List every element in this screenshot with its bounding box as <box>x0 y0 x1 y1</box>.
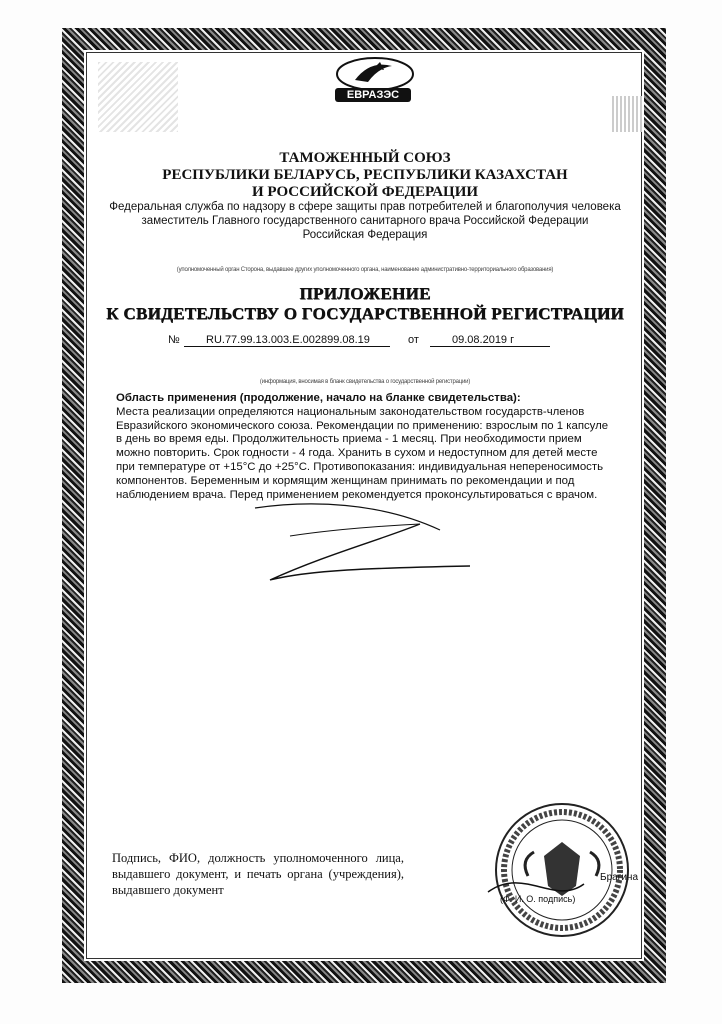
registration-number-prefix: № <box>168 334 180 346</box>
header-republics: РЕСПУБЛИКИ БЕЛАРУСЬ, РЕСПУБЛИКИ КАЗАХСТАН <box>162 167 568 183</box>
official-seal-icon <box>484 796 634 942</box>
corner-mark <box>612 96 644 132</box>
authority-line-2: заместитель Главного государственного санитарного врача Российской Федерации <box>141 215 589 227</box>
registration-number <box>184 334 390 347</box>
registration-date-prefix: от <box>408 334 419 346</box>
registration-caption: (информация, вносимая в бланк свидетельства о государственной регистрации) <box>259 379 471 385</box>
hologram-mark <box>98 62 178 132</box>
registration-date <box>430 334 550 347</box>
registration-date-value: 09.08.2019 г <box>452 334 515 346</box>
application-area-text: Места реализации определяются национальным законодательством государств-членов Евразийского экономического союза. Рекомендации по применению: взрослым по 1 капсуле в день во время еды. Продолжительность приема - 1 месяц. При необходимости прием можно повторить. Срок годности - 4 года. Хранить в сухом и недоступном для детей месте при температуре от +15°С до +25°С. Противопоказания: индивидуальная непереносимость компонентов. Беременным и кормящим женщинам принимать по рекомендации и под наблюдением врача. Перед применением рекомендуется проконсультироваться с врачом. <box>116 405 609 501</box>
signatory-fio-caption: (Ф. И. О. подпись) <box>500 894 576 904</box>
handwritten-signature <box>230 500 480 610</box>
signature-label: Подпись, ФИО, должность уполномоченного лица, выдавшего документ, и печать органа (учреждения), выдавшего документ <box>112 851 404 897</box>
application-area-title: Область применения (продолжение, начало на бланке свидетельства): <box>116 392 521 404</box>
header-customs-union: ТАМОЖЕННЫЙ СОЮЗ <box>279 150 451 166</box>
signatory-name: Брагина <box>600 872 639 883</box>
application-area <box>116 392 616 502</box>
registration-number-value: RU.77.99.13.003.Е.002899.08.19 <box>206 334 370 346</box>
authority-caption: (уполномоченный орган Сторона, выдавшее других уполномоченного органа, наименование административно-территориального образования) <box>176 267 554 273</box>
appendix-title: ПРИЛОЖЕНИЕ <box>299 284 431 303</box>
authority-line-3: Российская Федерация <box>302 229 428 241</box>
eurasec-logo-label: ЕВРАЗЭС <box>335 88 411 102</box>
authority-line-1: Федеральная служба по надзору в сфере защиты прав потребителей и благополучия человека <box>109 201 621 213</box>
header-russia: И РОССИЙСКОЙ ФЕДЕРАЦИИ <box>251 184 479 200</box>
appendix-subtitle: К СВИДЕТЕЛЬСТВУ О ГОСУДАРСТВЕННОЙ РЕГИСТРАЦИИ <box>106 304 624 323</box>
